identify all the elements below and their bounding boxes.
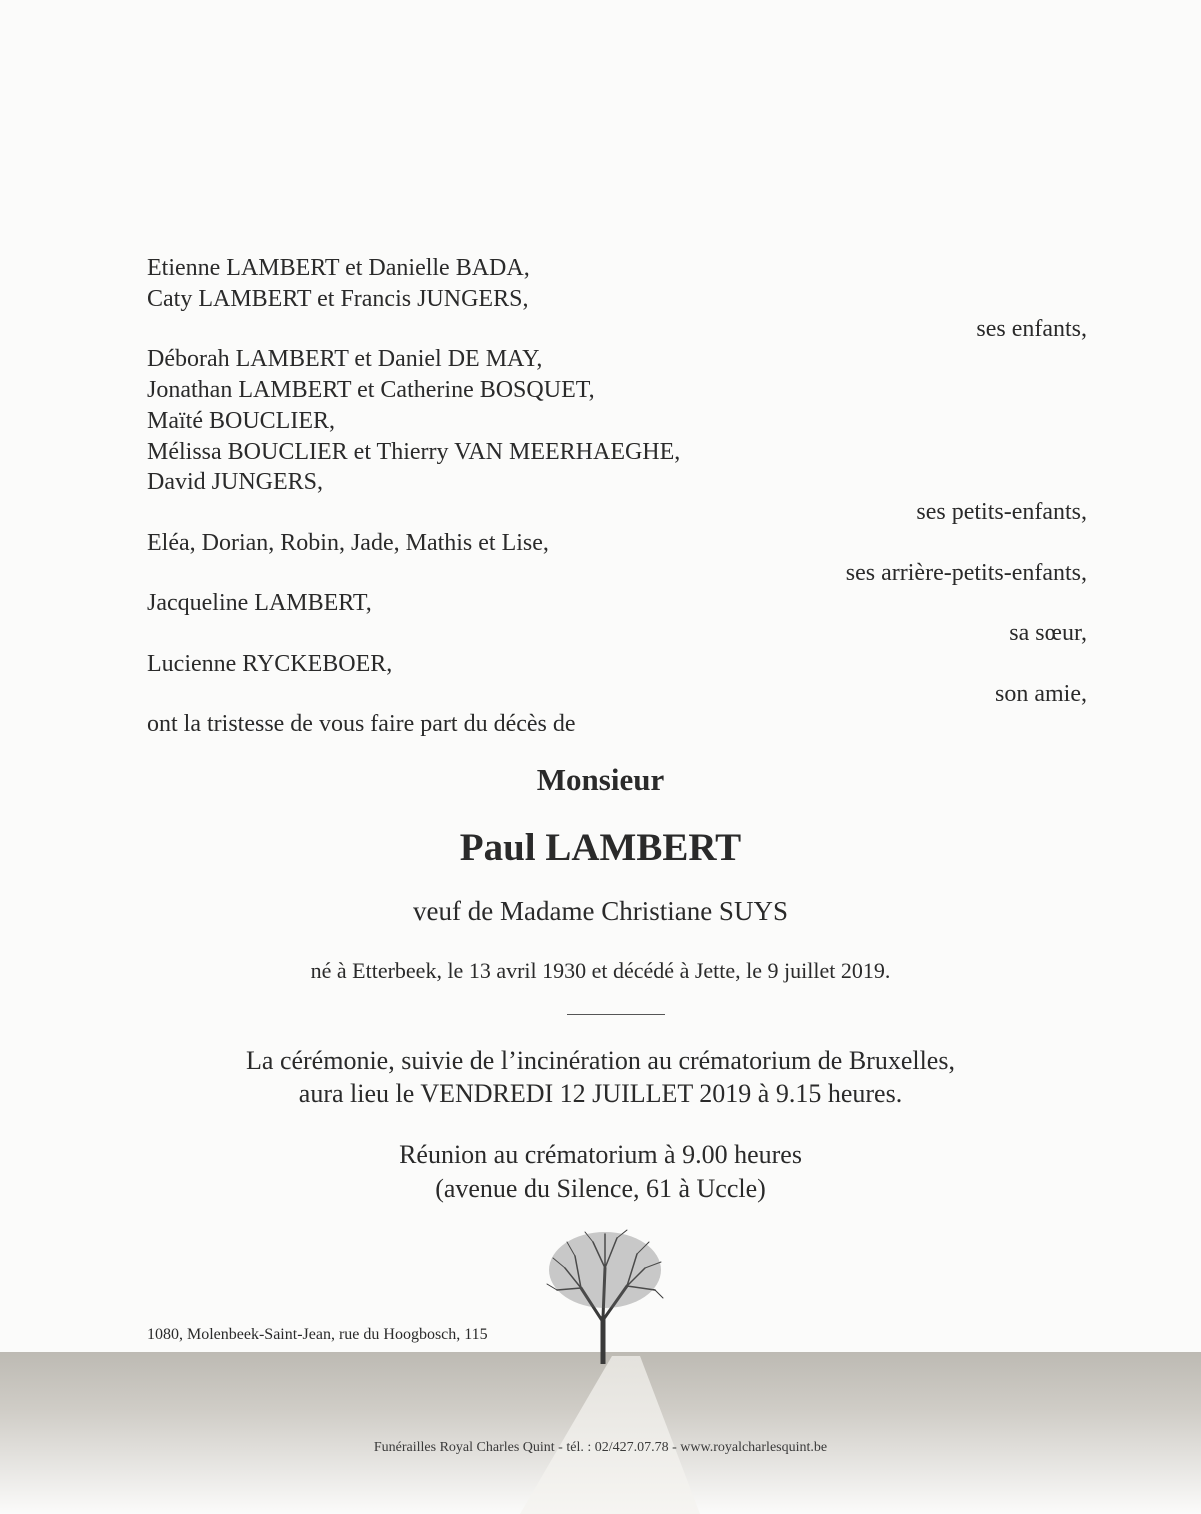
great-grandchildren-role: ses arrière-petits-enfants,	[845, 560, 1087, 586]
announcement-text: ont la tristesse de vous faire part du décès de	[147, 711, 576, 737]
divider-line	[567, 1014, 665, 1015]
ceremony-line-2: aura lieu le VENDREDI 12 JUILLET 2019 à 9.15 heures.	[298, 1079, 903, 1108]
great-grandchildren-line: Eléa, Dorian, Robin, Jade, Mathis et Lise,	[147, 530, 549, 556]
children-role: ses enfants,	[976, 316, 1087, 342]
friend-role: son amie,	[995, 681, 1087, 707]
grandchild-line-1: Déborah LAMBERT et Daniel DE MAY,	[147, 346, 543, 372]
grandchild-line-5: David JUNGERS,	[147, 469, 324, 495]
child-line-2: Caty LAMBERT et Francis JUNGERS,	[147, 286, 529, 312]
grandchild-line-2: Jonathan LAMBERT et Catherine BOSQUET,	[147, 377, 595, 403]
child-line-1: Etienne LAMBERT et Danielle BADA,	[147, 255, 530, 281]
meeting-line-2: (avenue du Silence, 61 à Uccle)	[435, 1174, 766, 1203]
sister-role: sa sœur,	[1009, 620, 1087, 646]
meeting-line-1: Réunion au crématorium à 9.00 heures	[399, 1140, 802, 1169]
grandchild-line-3: Maïté BOUCLIER,	[147, 408, 335, 434]
sister-line: Jacqueline LAMBERT,	[147, 590, 372, 616]
ceremony-line-1: La cérémonie, suivie de l’incinération au crématorium de Bruxelles,	[246, 1046, 955, 1075]
widower-line: veuf de Madame Christiane SUYS	[413, 896, 788, 926]
deceased-name: Paul LAMBERT	[459, 826, 742, 869]
address-text: 1080, Molenbeek-Saint-Jean, rue du Hoogbosch, 115	[147, 1326, 488, 1343]
friend-line: Lucienne RYCKEBOER,	[147, 651, 393, 677]
grandchildren-role: ses petits-enfants,	[916, 499, 1087, 525]
deceased-title: Monsieur	[536, 762, 665, 797]
footer-text: Funérailles Royal Charles Quint - tél. : 02/427.07.78 - www.royalcharlesquint.be	[373, 1440, 828, 1455]
tree-icon	[545, 1228, 665, 1364]
birth-death-dates: né à Etterbeek, le 13 avril 1930 et décédé à Jette, le 9 juillet 2019.	[310, 958, 891, 983]
grandchild-line-4: Mélissa BOUCLIER et Thierry VAN MEERHAEGHE,	[147, 439, 681, 465]
